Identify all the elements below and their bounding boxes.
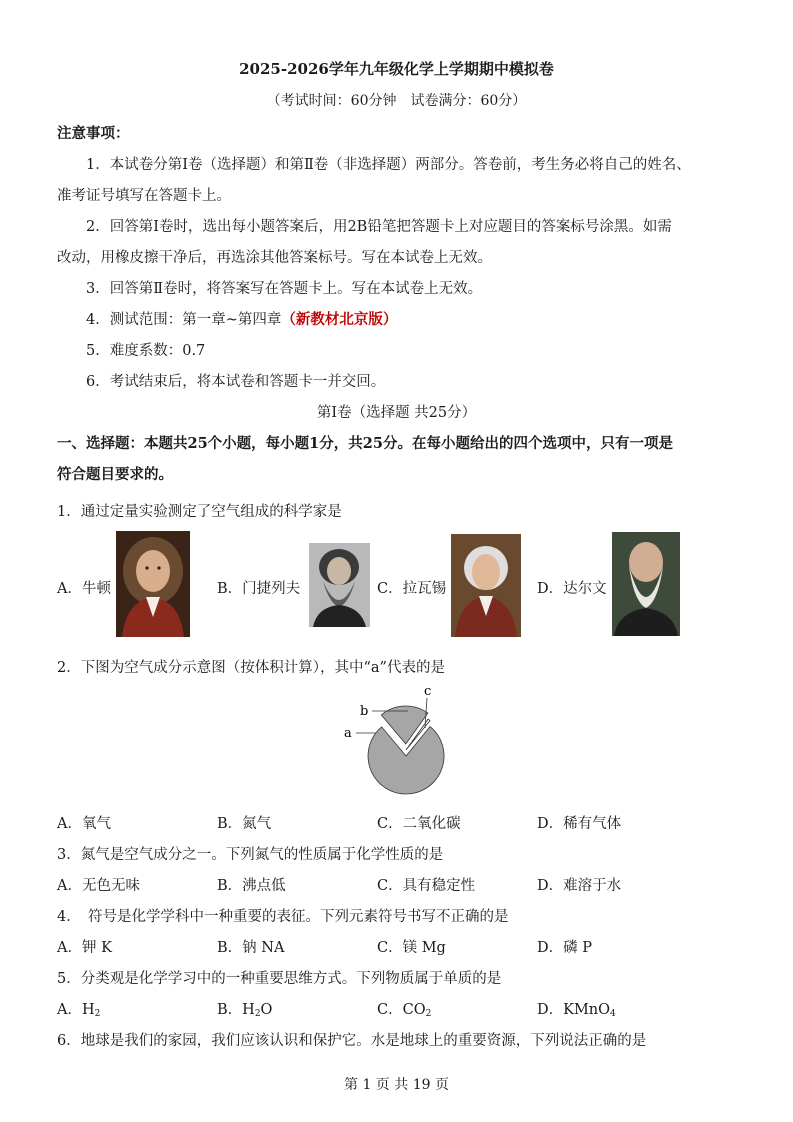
lavoisier-portrait: [451, 534, 521, 637]
question-1-stem: 1．通过定量实验测定了空气组成的科学家是: [57, 504, 342, 520]
question-4-option-a[interactable]: A．钾 K: [57, 940, 112, 956]
q5c-sub: 2: [425, 1009, 432, 1019]
section-title: 第Ⅰ卷（选择题 共25分）: [316, 405, 477, 421]
air-composition-pie-chart: [330, 680, 460, 800]
q5b-suffix: O: [260, 1002, 273, 1018]
question-5-option-a[interactable]: [57, 998, 100, 1019]
question-5-option-b[interactable]: [217, 998, 272, 1019]
question-2-option-a[interactable]: A．氧气: [57, 816, 111, 832]
page-title: 2025-2026学年九年级化学上学期期中模拟卷: [239, 60, 554, 78]
pie-label-c: c: [424, 684, 432, 699]
question-5-stem: 5．分类观是化学学习中的一种重要思维方式。下列物质属于单质的是: [57, 971, 502, 987]
notes-heading: 注意事项：: [57, 125, 130, 142]
newton-portrait: [116, 531, 190, 637]
question-3-option-b[interactable]: B．沸点低: [217, 878, 286, 894]
q5b-sub: 2: [254, 1009, 261, 1019]
note-item-1-line-2: 准考证号填写在答题卡上。: [57, 188, 231, 204]
note-item-4-text: 4．测试范围：第一章~第四章: [86, 312, 282, 328]
pie-label-b: b: [360, 704, 369, 719]
question-6-stem: 6．地球是我们的家园，我们应该认识和保护它。水是地球上的重要资源，下列说法正确的是: [57, 1033, 647, 1049]
question-3-option-d[interactable]: D．难溶于水: [537, 878, 622, 894]
section-instruction-line-1: 一、选择题：本题共25个小题，每小题1分，共25分。在每小题给出的四个选项中，只有一项是: [57, 435, 673, 452]
edition-highlight: （新教材北京版）: [281, 311, 398, 328]
question-5-option-d[interactable]: [537, 998, 616, 1019]
question-2-option-c[interactable]: C．二氧化碳: [377, 816, 461, 832]
question-4-option-b[interactable]: B．钠 NA: [217, 940, 285, 956]
q5d-text: D．KMnO: [537, 1002, 611, 1018]
note-item-3: 3．回答第Ⅱ卷时，将答案写在答题卡上。写在本试卷上无效。: [86, 281, 483, 297]
mendeleev-portrait: [309, 543, 370, 627]
question-3-option-a[interactable]: A．无色无味: [57, 878, 140, 894]
q5a-text: A．H: [57, 1002, 95, 1018]
note-item-2-line-2: 改动，用橡皮擦干净后，再选涂其他答案标号。写在本试卷上无效。: [57, 250, 492, 266]
question-2-option-b[interactable]: B．氮气: [217, 816, 272, 832]
section-instruction-line-2: 符合题目要求的。: [57, 466, 173, 483]
question-1-option-c[interactable]: C．拉瓦锡: [377, 581, 447, 597]
note-item-1-line-1: 1．本试卷分第Ⅰ卷（选择题）和第Ⅱ卷（非选择题）两部分。答卷前，考生务必将自己的姓名、: [86, 157, 691, 173]
question-2-stem: 2．下图为空气成分示意图（按体积计算），其中“a”代表的是: [57, 660, 445, 676]
question-1-option-d[interactable]: D．达尔文: [537, 581, 607, 597]
note-item-4: [86, 308, 397, 329]
question-2-option-d[interactable]: D．稀有气体: [537, 816, 622, 832]
q5c-text: C．CO: [377, 1002, 426, 1018]
q5a-sub: 2: [94, 1009, 101, 1019]
note-item-6: 6．考试结束后，将本试卷和答题卡一并交回。: [86, 374, 386, 390]
question-4-stem: 4． 符号是化学学科中一种重要的表征。下列元素符号书写不正确的是: [57, 909, 509, 925]
page-number: 第 1 页 共 19 页: [344, 1077, 449, 1093]
q5d-sub: 4: [610, 1009, 616, 1019]
question-3-stem: 3．氮气是空气成分之一。下列氮气的性质属于化学性质的是: [57, 847, 444, 863]
question-5-option-c[interactable]: [377, 998, 431, 1019]
pie-label-a: a: [344, 726, 352, 741]
question-1-option-b[interactable]: B．门捷列夫: [217, 581, 301, 597]
question-3-option-c[interactable]: C．具有稳定性: [377, 878, 476, 894]
note-item-2-line-1: 2．回答第Ⅰ卷时，选出每小题答案后，用2B铅笔把答题卡上对应题目的答案标号涂黑。如需: [86, 219, 672, 235]
question-4-option-c[interactable]: C．镁 Mg: [377, 940, 446, 956]
page-subtitle: （考试时间：60分钟 试卷满分：60分）: [266, 93, 527, 109]
darwin-portrait: [612, 532, 680, 636]
note-item-5: 5．难度系数：0.7: [86, 343, 206, 359]
q5b-text: B．H: [217, 1002, 255, 1018]
question-4-option-d[interactable]: D．磷 P: [537, 940, 592, 956]
question-1-option-a[interactable]: A．牛顿: [57, 581, 111, 597]
